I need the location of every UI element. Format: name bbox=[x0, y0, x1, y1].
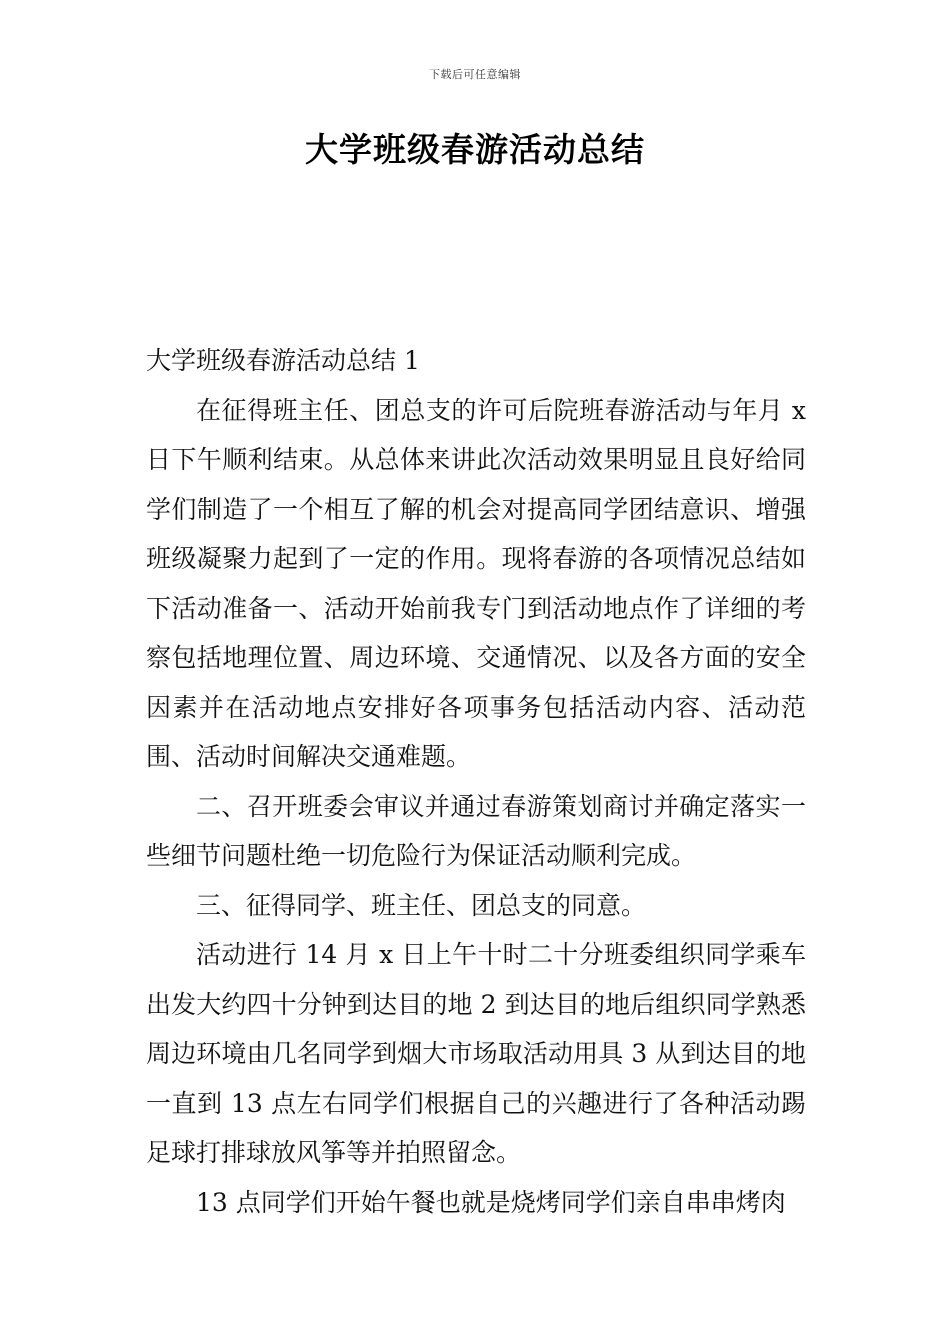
section-heading: 大学班级春游活动总结 1 bbox=[146, 346, 420, 375]
paragraph-1: 在征得班主任、团总支的许可后院班春游活动与年月 x 日下午顺利结束。从总体来讲此次活动效果明显且良好给同学们制造了一个相互了解的机会对提高同学团结意识、增强班级凝聚力起到了一定的作用。现将春游的各项情况总结如下活动准备一、活动开始前我专门到活动地点作了详细的考察包括地理位置、周边环境、交通情况、以及各方面的安全因素并在活动地点安排好各项事务包括活动内容、活动范围、活动时间解决交通难题。 bbox=[146, 395, 806, 771]
paragraph-5: 13 点同学们开始午餐也就是烧烤同学们亲自串串烤肉 bbox=[196, 1187, 786, 1217]
document-body bbox=[146, 336, 806, 1227]
page-title: 大学班级春游活动总结 bbox=[305, 130, 645, 169]
paragraph-2: 二、召开班委会审议并通过春游策划商讨并确定落实一些细节问题杜绝一切危险行为保证活动顺利完成。 bbox=[146, 791, 806, 870]
paragraph-4: 活动进行 14 月 x 日上午十时二十分班委组织同学乘车出发大约四十分钟到达目的地 2 到达目的地后组织同学熟悉周边环境由几名同学到烟大市场取活动用具 3 从到达目的地一直到 13 点左右同学们根据自己的兴趣进行了各种活动踢足球打排球放风筝等并拍照留念。 bbox=[146, 940, 806, 1167]
paragraph-3: 三、征得同学、班主任、团总支的同意。 bbox=[196, 890, 647, 920]
header-note: 下载后可任意编辑 bbox=[429, 68, 521, 81]
